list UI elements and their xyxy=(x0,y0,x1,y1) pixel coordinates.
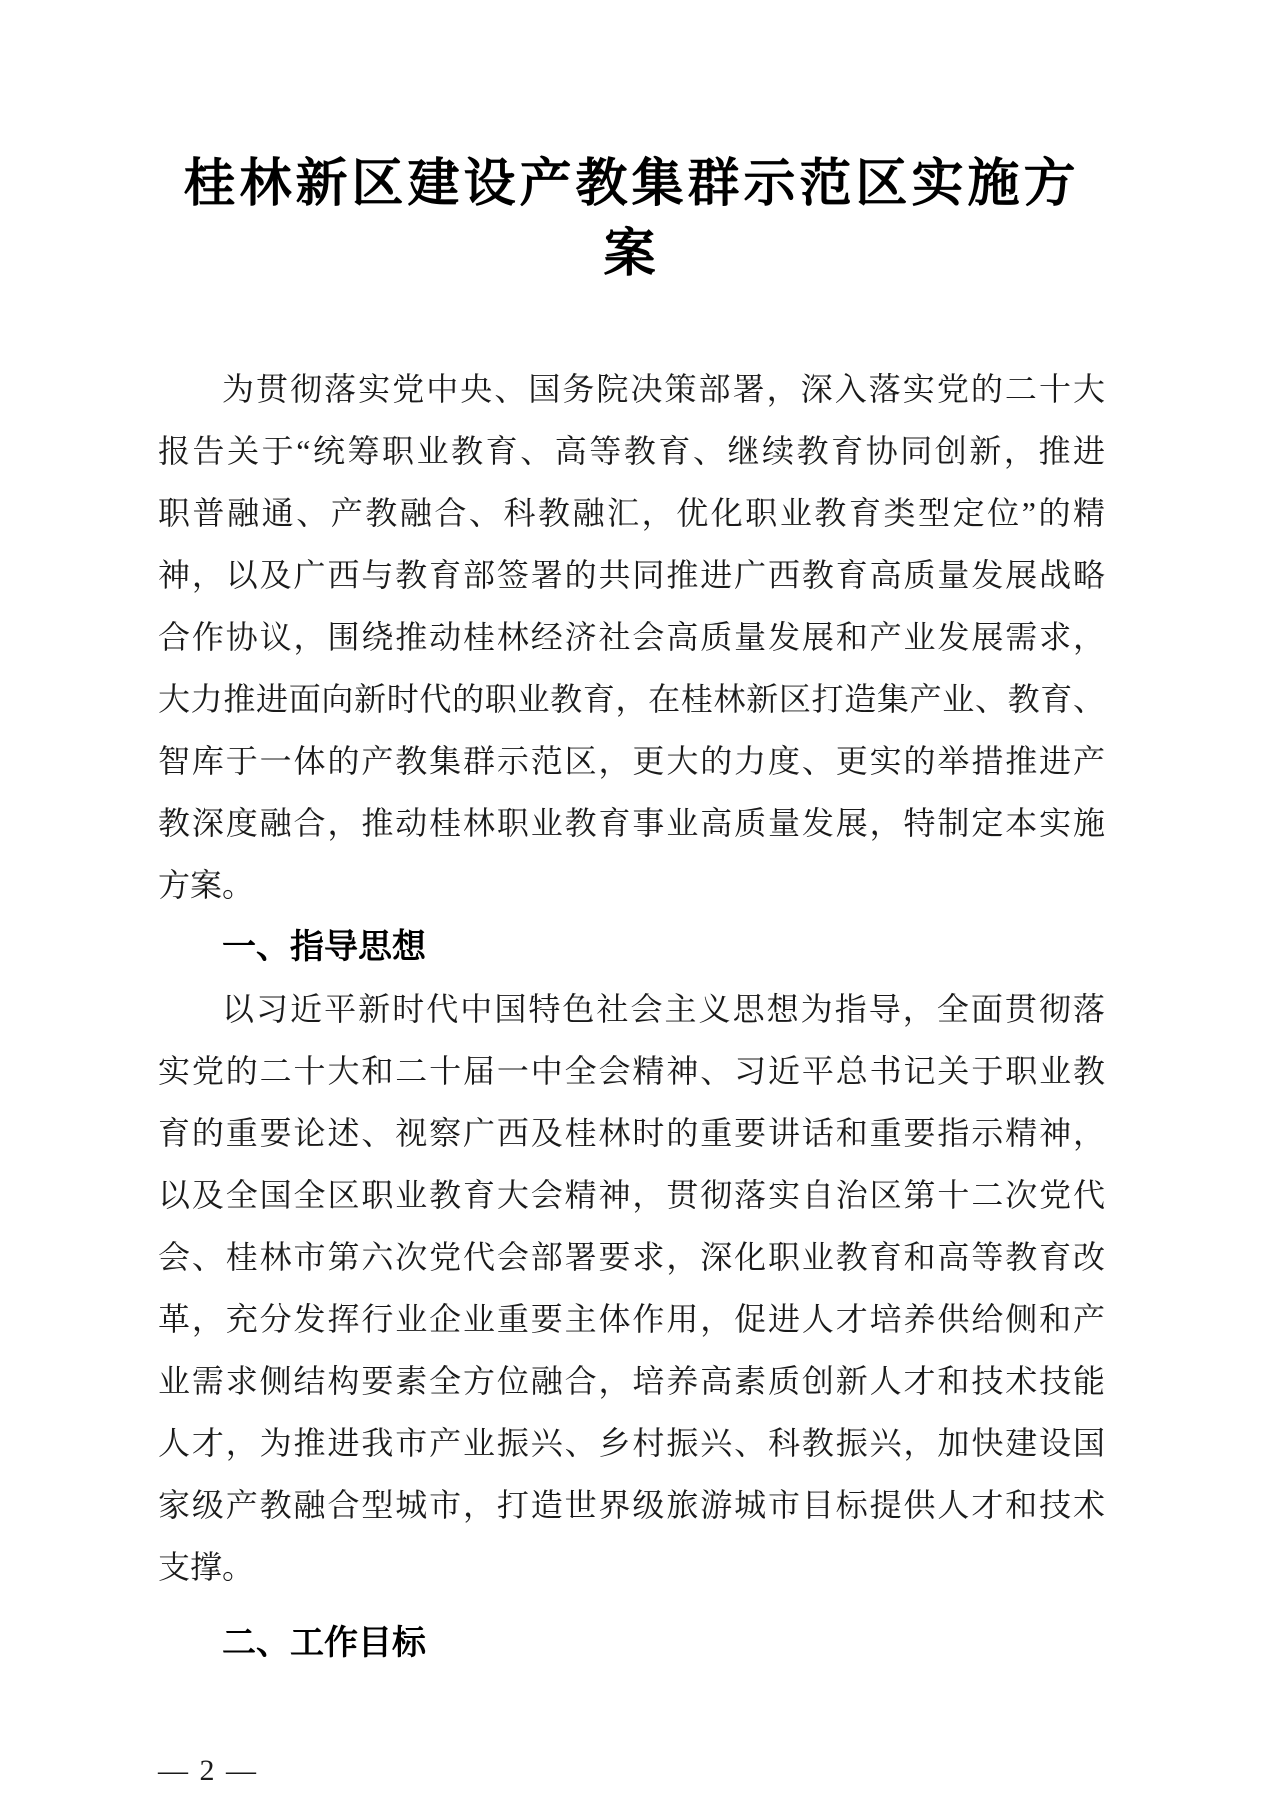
text-line: 家级产教融合型城市，打造世界级旅游城市目标提供人才和技术 xyxy=(158,1487,1105,1523)
text-line: 育的重要论述、视察广西及桂林时的重要讲话和重要指示精神， xyxy=(158,1115,1105,1151)
text-line: 会、桂林市第六次党代会部署要求，深化职业教育和高等教育改 xyxy=(158,1239,1105,1275)
intro-paragraph xyxy=(158,358,1105,916)
text-line: 教深度融合，推动桂林职业教育事业高质量发展，特制定本实施 xyxy=(158,805,1105,841)
text-line: 报告关于“统筹职业教育、高等教育、继续教育协同创新，推进 xyxy=(158,433,1105,469)
text-line: 业需求侧结构要素全方位融合，培养高素质创新人才和技术技能 xyxy=(158,1363,1105,1399)
text-line: 职普融通、产教融合、科教融汇，优化职业教育类型定位”的精 xyxy=(158,495,1105,531)
section-heading-work-goals: 二、工作目标 xyxy=(222,1624,426,1662)
document-title: 桂林新区建设产教集群示范区实施方案 xyxy=(183,156,1080,283)
text-line: 以及全国全区职业教育大会精神，贯彻落实自治区第十二次党代 xyxy=(158,1177,1105,1213)
page-number: — 2 — xyxy=(158,1754,258,1787)
text-line: 以习近平新时代中国特色社会主义思想为指导，全面贯彻落 xyxy=(222,991,1105,1027)
text-line: 革，充分发挥行业企业重要主体作用，促进人才培养供给侧和产 xyxy=(158,1301,1105,1337)
text-line: 实党的二十大和二十届一中全会精神、习近平总书记关于职业教 xyxy=(158,1053,1105,1089)
guiding-ideology-paragraph xyxy=(158,978,1105,1598)
text-line: 合作协议，围绕推动桂林经济社会高质量发展和产业发展需求， xyxy=(158,619,1105,655)
text-line: 大力推进面向新时代的职业教育，在桂林新区打造集产业、教育、 xyxy=(158,681,1105,717)
text-line: 智库于一体的产教集群示范区，更大的力度、更实的举措推进产 xyxy=(158,743,1105,779)
text-line: 为贯彻落实党中央、国务院决策部署，深入落实党的二十大 xyxy=(222,371,1105,407)
text-line: 方案。 xyxy=(158,867,255,903)
text-line: 人才，为推进我市产业振兴、乡村振兴、科教振兴，加快建设国 xyxy=(158,1425,1105,1461)
text-line: 支撑。 xyxy=(158,1549,255,1585)
section-heading-guiding-ideology: 一、指导思想 xyxy=(222,928,426,966)
text-line: 神，以及广西与教育部签署的共同推进广西教育高质量发展战略 xyxy=(158,557,1105,593)
